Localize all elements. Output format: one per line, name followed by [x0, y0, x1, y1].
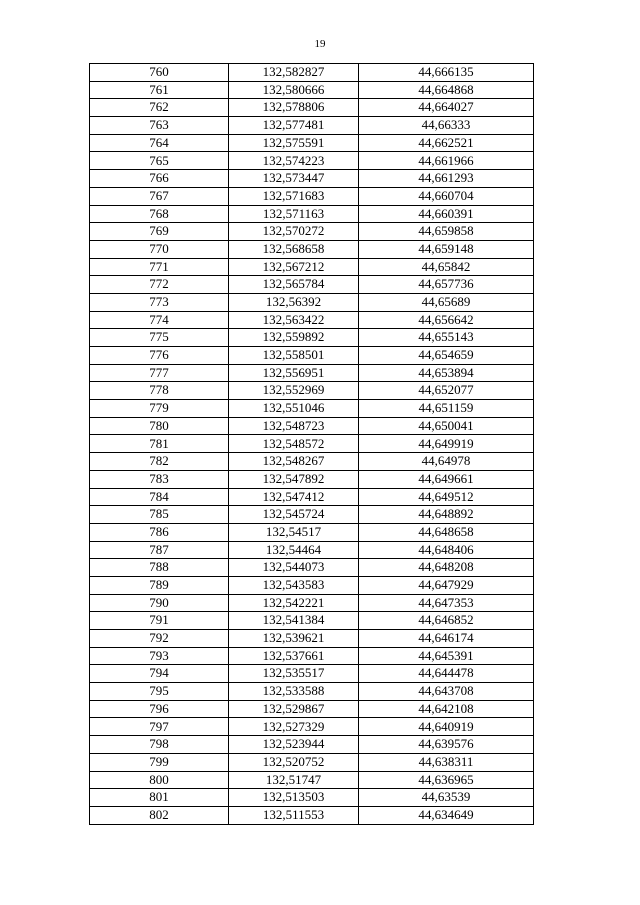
coordinates-table-body [90, 64, 534, 825]
table-row [90, 64, 534, 82]
table-row [90, 311, 534, 329]
y-coordinate-cell: 44,662521 [359, 134, 534, 152]
x-coordinate-cell: 132,54517 [229, 523, 359, 541]
table-row [90, 506, 534, 524]
table-row [90, 665, 534, 683]
table-row [90, 683, 534, 701]
point-number-cell: 764 [90, 134, 229, 152]
table-row [90, 453, 534, 471]
x-coordinate-cell: 132,539621 [229, 630, 359, 648]
table-row [90, 576, 534, 594]
x-coordinate-cell: 132,568658 [229, 240, 359, 258]
table-row [90, 470, 534, 488]
x-coordinate-cell: 132,563422 [229, 311, 359, 329]
page-number: 19 [314, 38, 326, 50]
point-number-cell: 791 [90, 612, 229, 630]
x-coordinate-cell: 132,520752 [229, 753, 359, 771]
point-number-cell: 795 [90, 683, 229, 701]
y-coordinate-cell: 44,648658 [359, 523, 534, 541]
point-number-cell: 798 [90, 736, 229, 754]
table-row [90, 417, 534, 435]
point-number-cell: 766 [90, 170, 229, 188]
x-coordinate-cell: 132,571163 [229, 205, 359, 223]
x-coordinate-cell: 132,547892 [229, 470, 359, 488]
point-number-cell: 794 [90, 665, 229, 683]
y-coordinate-cell: 44,63539 [359, 789, 534, 807]
x-coordinate-cell: 132,523944 [229, 736, 359, 754]
y-coordinate-cell: 44,646852 [359, 612, 534, 630]
table-row [90, 382, 534, 400]
table-row [90, 559, 534, 577]
point-number-cell: 771 [90, 258, 229, 276]
table-row [90, 240, 534, 258]
point-number-cell: 767 [90, 187, 229, 205]
y-coordinate-cell: 44,65689 [359, 293, 534, 311]
y-coordinate-cell: 44,638311 [359, 753, 534, 771]
y-coordinate-cell: 44,642108 [359, 700, 534, 718]
y-coordinate-cell: 44,648892 [359, 506, 534, 524]
y-coordinate-cell: 44,664027 [359, 99, 534, 117]
table-row [90, 223, 534, 241]
x-coordinate-cell: 132,573447 [229, 170, 359, 188]
y-coordinate-cell: 44,634649 [359, 806, 534, 824]
x-coordinate-cell: 132,511553 [229, 806, 359, 824]
y-coordinate-cell: 44,659148 [359, 240, 534, 258]
x-coordinate-cell: 132,527329 [229, 718, 359, 736]
x-coordinate-cell: 132,570272 [229, 223, 359, 241]
y-coordinate-cell: 44,64978 [359, 453, 534, 471]
point-number-cell: 781 [90, 435, 229, 453]
y-coordinate-cell: 44,657736 [359, 276, 534, 294]
table-row [90, 117, 534, 135]
x-coordinate-cell: 132,542221 [229, 594, 359, 612]
table-row [90, 134, 534, 152]
y-coordinate-cell: 44,654659 [359, 347, 534, 365]
table-row [90, 276, 534, 294]
table-row [90, 630, 534, 648]
point-number-cell: 769 [90, 223, 229, 241]
y-coordinate-cell: 44,648406 [359, 541, 534, 559]
y-coordinate-cell: 44,646174 [359, 630, 534, 648]
table-row [90, 81, 534, 99]
y-coordinate-cell: 44,652077 [359, 382, 534, 400]
coordinates-table [89, 63, 534, 825]
y-coordinate-cell: 44,660704 [359, 187, 534, 205]
table-row [90, 647, 534, 665]
table-row [90, 771, 534, 789]
table-row [90, 753, 534, 771]
x-coordinate-cell: 132,580666 [229, 81, 359, 99]
point-number-cell: 783 [90, 470, 229, 488]
table-row [90, 99, 534, 117]
y-coordinate-cell: 44,661293 [359, 170, 534, 188]
point-number-cell: 768 [90, 205, 229, 223]
point-number-cell: 765 [90, 152, 229, 170]
y-coordinate-cell: 44,656642 [359, 311, 534, 329]
table-row [90, 364, 534, 382]
y-coordinate-cell: 44,660391 [359, 205, 534, 223]
x-coordinate-cell: 132,548267 [229, 453, 359, 471]
x-coordinate-cell: 132,548723 [229, 417, 359, 435]
y-coordinate-cell: 44,647353 [359, 594, 534, 612]
table-row [90, 488, 534, 506]
table-row [90, 435, 534, 453]
table-row [90, 187, 534, 205]
point-number-cell: 786 [90, 523, 229, 541]
y-coordinate-cell: 44,65842 [359, 258, 534, 276]
point-number-cell: 785 [90, 506, 229, 524]
point-number-cell: 762 [90, 99, 229, 117]
point-number-cell: 788 [90, 559, 229, 577]
point-number-cell: 779 [90, 400, 229, 418]
point-number-cell: 776 [90, 347, 229, 365]
y-coordinate-cell: 44,649512 [359, 488, 534, 506]
x-coordinate-cell: 132,567212 [229, 258, 359, 276]
table-row [90, 170, 534, 188]
point-number-cell: 772 [90, 276, 229, 294]
x-coordinate-cell: 132,535517 [229, 665, 359, 683]
table-row [90, 594, 534, 612]
point-number-cell: 774 [90, 311, 229, 329]
table-row [90, 400, 534, 418]
y-coordinate-cell: 44,655143 [359, 329, 534, 347]
y-coordinate-cell: 44,639576 [359, 736, 534, 754]
point-number-cell: 778 [90, 382, 229, 400]
point-number-cell: 789 [90, 576, 229, 594]
x-coordinate-cell: 132,537661 [229, 647, 359, 665]
table-row [90, 347, 534, 365]
point-number-cell: 801 [90, 789, 229, 807]
point-number-cell: 799 [90, 753, 229, 771]
x-coordinate-cell: 132,556951 [229, 364, 359, 382]
y-coordinate-cell: 44,644478 [359, 665, 534, 683]
x-coordinate-cell: 132,543583 [229, 576, 359, 594]
x-coordinate-cell: 132,578806 [229, 99, 359, 117]
x-coordinate-cell: 132,545724 [229, 506, 359, 524]
y-coordinate-cell: 44,636965 [359, 771, 534, 789]
point-number-cell: 770 [90, 240, 229, 258]
y-coordinate-cell: 44,651159 [359, 400, 534, 418]
table-row [90, 806, 534, 824]
point-number-cell: 763 [90, 117, 229, 135]
y-coordinate-cell: 44,661966 [359, 152, 534, 170]
x-coordinate-cell: 132,552969 [229, 382, 359, 400]
point-number-cell: 773 [90, 293, 229, 311]
x-coordinate-cell: 132,577481 [229, 117, 359, 135]
x-coordinate-cell: 132,533588 [229, 683, 359, 701]
point-number-cell: 775 [90, 329, 229, 347]
x-coordinate-cell: 132,558501 [229, 347, 359, 365]
point-number-cell: 787 [90, 541, 229, 559]
table-row [90, 718, 534, 736]
table-row [90, 612, 534, 630]
y-coordinate-cell: 44,643708 [359, 683, 534, 701]
x-coordinate-cell: 132,547412 [229, 488, 359, 506]
x-coordinate-cell: 132,513503 [229, 789, 359, 807]
y-coordinate-cell: 44,666135 [359, 64, 534, 82]
point-number-cell: 793 [90, 647, 229, 665]
point-number-cell: 792 [90, 630, 229, 648]
table-row [90, 293, 534, 311]
x-coordinate-cell: 132,548572 [229, 435, 359, 453]
table-row [90, 152, 534, 170]
x-coordinate-cell: 132,574223 [229, 152, 359, 170]
point-number-cell: 797 [90, 718, 229, 736]
y-coordinate-cell: 44,653894 [359, 364, 534, 382]
y-coordinate-cell: 44,640919 [359, 718, 534, 736]
table-row [90, 523, 534, 541]
x-coordinate-cell: 132,551046 [229, 400, 359, 418]
x-coordinate-cell: 132,582827 [229, 64, 359, 82]
table-row [90, 700, 534, 718]
y-coordinate-cell: 44,66333 [359, 117, 534, 135]
x-coordinate-cell: 132,571683 [229, 187, 359, 205]
table-row [90, 789, 534, 807]
table-row [90, 205, 534, 223]
point-number-cell: 796 [90, 700, 229, 718]
point-number-cell: 802 [90, 806, 229, 824]
y-coordinate-cell: 44,647929 [359, 576, 534, 594]
y-coordinate-cell: 44,649661 [359, 470, 534, 488]
x-coordinate-cell: 132,565784 [229, 276, 359, 294]
y-coordinate-cell: 44,659858 [359, 223, 534, 241]
x-coordinate-cell: 132,529867 [229, 700, 359, 718]
x-coordinate-cell: 132,56392 [229, 293, 359, 311]
x-coordinate-cell: 132,559892 [229, 329, 359, 347]
point-number-cell: 782 [90, 453, 229, 471]
table-row [90, 736, 534, 754]
y-coordinate-cell: 44,649919 [359, 435, 534, 453]
point-number-cell: 761 [90, 81, 229, 99]
x-coordinate-cell: 132,541384 [229, 612, 359, 630]
point-number-cell: 780 [90, 417, 229, 435]
x-coordinate-cell: 132,51747 [229, 771, 359, 789]
point-number-cell: 784 [90, 488, 229, 506]
point-number-cell: 760 [90, 64, 229, 82]
table-row [90, 541, 534, 559]
y-coordinate-cell: 44,664868 [359, 81, 534, 99]
table-row [90, 329, 534, 347]
point-number-cell: 800 [90, 771, 229, 789]
y-coordinate-cell: 44,648208 [359, 559, 534, 577]
table-row [90, 258, 534, 276]
x-coordinate-cell: 132,544073 [229, 559, 359, 577]
x-coordinate-cell: 132,54464 [229, 541, 359, 559]
point-number-cell: 777 [90, 364, 229, 382]
y-coordinate-cell: 44,650041 [359, 417, 534, 435]
point-number-cell: 790 [90, 594, 229, 612]
y-coordinate-cell: 44,645391 [359, 647, 534, 665]
x-coordinate-cell: 132,575591 [229, 134, 359, 152]
